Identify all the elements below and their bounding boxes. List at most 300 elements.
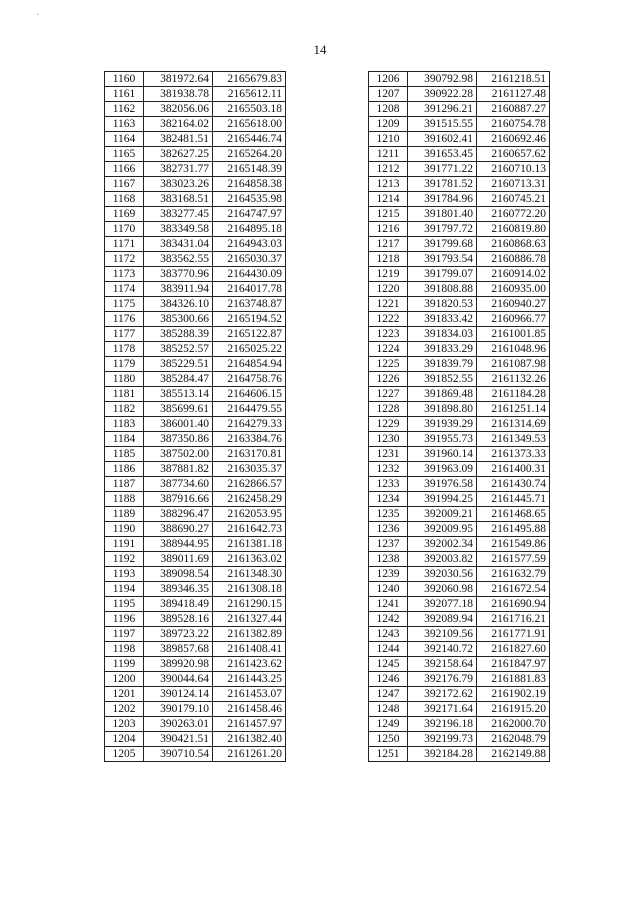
x-coordinate-cell: 390922.28 [408, 87, 477, 102]
x-coordinate-cell: 391834.03 [408, 327, 477, 342]
point-number-cell: 1180 [105, 372, 144, 387]
y-coordinate-cell: 2161382.89 [213, 627, 286, 642]
table-row [369, 477, 550, 492]
table-row [369, 642, 550, 657]
point-number-cell: 1214 [369, 192, 408, 207]
y-coordinate-cell: 2161443.25 [213, 672, 286, 687]
table-row [105, 492, 286, 507]
table-row [369, 597, 550, 612]
x-coordinate-cell: 391869.48 [408, 387, 477, 402]
y-coordinate-cell: 2161827.60 [477, 642, 550, 657]
x-coordinate-cell: 390792.98 [408, 72, 477, 87]
table-row [369, 717, 550, 732]
point-number-cell: 1234 [369, 492, 408, 507]
table-row [369, 627, 550, 642]
table-row [369, 357, 550, 372]
table-row [369, 222, 550, 237]
table-row [105, 267, 286, 282]
y-coordinate-cell: 2161381.18 [213, 537, 286, 552]
table-row [369, 372, 550, 387]
y-coordinate-cell: 2161453.07 [213, 687, 286, 702]
x-coordinate-cell: 391898.80 [408, 402, 477, 417]
point-number-cell: 1236 [369, 522, 408, 537]
point-number-cell: 1200 [105, 672, 144, 687]
y-coordinate-cell: 2160966.77 [477, 312, 550, 327]
y-coordinate-cell: 2162866.57 [213, 477, 286, 492]
table-row [105, 522, 286, 537]
x-coordinate-cell: 383168.51 [144, 192, 213, 207]
y-coordinate-cell: 2164017.78 [213, 282, 286, 297]
x-coordinate-cell: 392009.95 [408, 522, 477, 537]
y-coordinate-cell: 2164758.76 [213, 372, 286, 387]
point-number-cell: 1187 [105, 477, 144, 492]
table-row [105, 207, 286, 222]
y-coordinate-cell: 2161468.65 [477, 507, 550, 522]
table-row [369, 582, 550, 597]
x-coordinate-cell: 385284.47 [144, 372, 213, 387]
table-row [369, 747, 550, 762]
x-coordinate-cell: 391852.55 [408, 372, 477, 387]
table-row [105, 432, 286, 447]
x-coordinate-cell: 388944.95 [144, 537, 213, 552]
point-number-cell: 1202 [105, 702, 144, 717]
point-number-cell: 1213 [369, 177, 408, 192]
y-coordinate-cell: 2161577.59 [477, 552, 550, 567]
y-coordinate-cell: 2165122.87 [213, 327, 286, 342]
x-coordinate-cell: 392002.34 [408, 537, 477, 552]
x-coordinate-cell: 391781.52 [408, 177, 477, 192]
table-row [105, 237, 286, 252]
point-number-cell: 1160 [105, 72, 144, 87]
x-coordinate-cell: 382627.25 [144, 147, 213, 162]
point-number-cell: 1162 [105, 102, 144, 117]
x-coordinate-cell: 388690.27 [144, 522, 213, 537]
x-coordinate-cell: 391799.07 [408, 267, 477, 282]
y-coordinate-cell: 2164430.09 [213, 267, 286, 282]
point-number-cell: 1204 [105, 732, 144, 747]
point-number-cell: 1198 [105, 642, 144, 657]
table-row [369, 522, 550, 537]
point-number-cell: 1222 [369, 312, 408, 327]
y-coordinate-cell: 2161218.51 [477, 72, 550, 87]
x-coordinate-cell: 387502.00 [144, 447, 213, 462]
point-number-cell: 1244 [369, 642, 408, 657]
x-coordinate-cell: 383431.04 [144, 237, 213, 252]
table-row [105, 327, 286, 342]
table-row [369, 297, 550, 312]
table-row [105, 282, 286, 297]
point-number-cell: 1237 [369, 537, 408, 552]
x-coordinate-cell: 392109.56 [408, 627, 477, 642]
corner-mark: · [36, 10, 40, 21]
table-row [105, 417, 286, 432]
point-number-cell: 1219 [369, 267, 408, 282]
point-number-cell: 1171 [105, 237, 144, 252]
point-number-cell: 1161 [105, 87, 144, 102]
x-coordinate-cell: 391808.88 [408, 282, 477, 297]
x-coordinate-cell: 392030.56 [408, 567, 477, 582]
y-coordinate-cell: 2161290.15 [213, 597, 286, 612]
table-row [369, 492, 550, 507]
x-coordinate-cell: 386001.40 [144, 417, 213, 432]
point-number-cell: 1169 [105, 207, 144, 222]
table-row [369, 657, 550, 672]
point-number-cell: 1225 [369, 357, 408, 372]
table-row [369, 612, 550, 627]
table-row [369, 702, 550, 717]
point-number-cell: 1221 [369, 297, 408, 312]
point-number-cell: 1240 [369, 582, 408, 597]
x-coordinate-cell: 382481.51 [144, 132, 213, 147]
coordinates-table-right [368, 71, 550, 762]
table-row [105, 222, 286, 237]
x-coordinate-cell: 391820.53 [408, 297, 477, 312]
x-coordinate-cell: 392077.18 [408, 597, 477, 612]
point-number-cell: 1220 [369, 282, 408, 297]
point-number-cell: 1165 [105, 147, 144, 162]
table-row [369, 417, 550, 432]
y-coordinate-cell: 2161458.46 [213, 702, 286, 717]
point-number-cell: 1241 [369, 597, 408, 612]
x-coordinate-cell: 391784.96 [408, 192, 477, 207]
x-coordinate-cell: 387734.60 [144, 477, 213, 492]
x-coordinate-cell: 383770.96 [144, 267, 213, 282]
x-coordinate-cell: 392060.98 [408, 582, 477, 597]
y-coordinate-cell: 2163748.87 [213, 297, 286, 312]
y-coordinate-cell: 2160819.80 [477, 222, 550, 237]
y-coordinate-cell: 2161314.69 [477, 417, 550, 432]
y-coordinate-cell: 2161549.86 [477, 537, 550, 552]
y-coordinate-cell: 2161382.40 [213, 732, 286, 747]
point-number-cell: 1217 [369, 237, 408, 252]
point-number-cell: 1210 [369, 132, 408, 147]
x-coordinate-cell: 391955.73 [408, 432, 477, 447]
table-row [369, 507, 550, 522]
point-number-cell: 1174 [105, 282, 144, 297]
y-coordinate-cell: 2161048.96 [477, 342, 550, 357]
x-coordinate-cell: 387916.66 [144, 492, 213, 507]
point-number-cell: 1181 [105, 387, 144, 402]
point-number-cell: 1233 [369, 477, 408, 492]
x-coordinate-cell: 391653.45 [408, 147, 477, 162]
table-row [369, 192, 550, 207]
x-coordinate-cell: 391839.79 [408, 357, 477, 372]
x-coordinate-cell: 383911.94 [144, 282, 213, 297]
table-row [105, 462, 286, 477]
y-coordinate-cell: 2162048.79 [477, 732, 550, 747]
y-coordinate-cell: 2165030.37 [213, 252, 286, 267]
point-number-cell: 1201 [105, 687, 144, 702]
point-number-cell: 1223 [369, 327, 408, 342]
x-coordinate-cell: 391976.58 [408, 477, 477, 492]
y-coordinate-cell: 2165148.39 [213, 162, 286, 177]
y-coordinate-cell: 2165264.20 [213, 147, 286, 162]
table-row [105, 477, 286, 492]
y-coordinate-cell: 2164606.15 [213, 387, 286, 402]
point-number-cell: 1182 [105, 402, 144, 417]
x-coordinate-cell: 385252.57 [144, 342, 213, 357]
point-number-cell: 1226 [369, 372, 408, 387]
table-row [105, 372, 286, 387]
y-coordinate-cell: 2162000.70 [477, 717, 550, 732]
coordinates-table-left [104, 71, 286, 762]
y-coordinate-cell: 2161251.14 [477, 402, 550, 417]
x-coordinate-cell: 389098.54 [144, 567, 213, 582]
table-row [369, 567, 550, 582]
x-coordinate-cell: 388296.47 [144, 507, 213, 522]
y-coordinate-cell: 2165612.11 [213, 87, 286, 102]
table-row [369, 87, 550, 102]
table-row [369, 102, 550, 117]
x-coordinate-cell: 382164.02 [144, 117, 213, 132]
table-row [105, 702, 286, 717]
point-number-cell: 1209 [369, 117, 408, 132]
x-coordinate-cell: 391833.29 [408, 342, 477, 357]
table-row [369, 147, 550, 162]
y-coordinate-cell: 2161087.98 [477, 357, 550, 372]
table-row [369, 537, 550, 552]
table-row [369, 282, 550, 297]
x-coordinate-cell: 389528.16 [144, 612, 213, 627]
y-coordinate-cell: 2161915.20 [477, 702, 550, 717]
y-coordinate-cell: 2160657.62 [477, 147, 550, 162]
x-coordinate-cell: 392089.94 [408, 612, 477, 627]
x-coordinate-cell: 385513.14 [144, 387, 213, 402]
y-coordinate-cell: 2160692.46 [477, 132, 550, 147]
table-row [105, 627, 286, 642]
table-row [105, 747, 286, 762]
table-row [105, 297, 286, 312]
x-coordinate-cell: 385288.39 [144, 327, 213, 342]
table-row [369, 402, 550, 417]
point-number-cell: 1211 [369, 147, 408, 162]
y-coordinate-cell: 2161363.02 [213, 552, 286, 567]
table-row [105, 552, 286, 567]
point-number-cell: 1183 [105, 417, 144, 432]
point-number-cell: 1199 [105, 657, 144, 672]
y-coordinate-cell: 2163384.76 [213, 432, 286, 447]
point-number-cell: 1184 [105, 432, 144, 447]
table-row [369, 132, 550, 147]
point-number-cell: 1194 [105, 582, 144, 597]
point-number-cell: 1235 [369, 507, 408, 522]
point-number-cell: 1191 [105, 537, 144, 552]
table-row [105, 657, 286, 672]
x-coordinate-cell: 392003.82 [408, 552, 477, 567]
y-coordinate-cell: 2161184.28 [477, 387, 550, 402]
x-coordinate-cell: 384326.10 [144, 297, 213, 312]
table-row [369, 447, 550, 462]
y-coordinate-cell: 2161495.88 [477, 522, 550, 537]
x-coordinate-cell: 383562.55 [144, 252, 213, 267]
y-coordinate-cell: 2165194.52 [213, 312, 286, 327]
point-number-cell: 1247 [369, 687, 408, 702]
table-row [105, 192, 286, 207]
y-coordinate-cell: 2160935.00 [477, 282, 550, 297]
x-coordinate-cell: 389418.49 [144, 597, 213, 612]
x-coordinate-cell: 389011.69 [144, 552, 213, 567]
y-coordinate-cell: 2165679.83 [213, 72, 286, 87]
x-coordinate-cell: 389723.22 [144, 627, 213, 642]
x-coordinate-cell: 392196.18 [408, 717, 477, 732]
table-row [105, 732, 286, 747]
point-number-cell: 1248 [369, 702, 408, 717]
table-row [369, 342, 550, 357]
table-row [369, 162, 550, 177]
y-coordinate-cell: 2161127.48 [477, 87, 550, 102]
point-number-cell: 1230 [369, 432, 408, 447]
point-number-cell: 1185 [105, 447, 144, 462]
point-number-cell: 1231 [369, 447, 408, 462]
y-coordinate-cell: 2164943.03 [213, 237, 286, 252]
x-coordinate-cell: 385229.51 [144, 357, 213, 372]
point-number-cell: 1186 [105, 462, 144, 477]
x-coordinate-cell: 383277.45 [144, 207, 213, 222]
y-coordinate-cell: 2161430.74 [477, 477, 550, 492]
point-number-cell: 1243 [369, 627, 408, 642]
table-row [369, 267, 550, 282]
table-row [105, 582, 286, 597]
x-coordinate-cell: 383349.58 [144, 222, 213, 237]
x-coordinate-cell: 389346.35 [144, 582, 213, 597]
point-number-cell: 1203 [105, 717, 144, 732]
table-row [105, 597, 286, 612]
x-coordinate-cell: 391771.22 [408, 162, 477, 177]
table-row [105, 447, 286, 462]
table-row [105, 177, 286, 192]
x-coordinate-cell: 392140.72 [408, 642, 477, 657]
table-row [105, 612, 286, 627]
x-coordinate-cell: 392009.21 [408, 507, 477, 522]
table-row [105, 717, 286, 732]
y-coordinate-cell: 2160772.20 [477, 207, 550, 222]
x-coordinate-cell: 392199.73 [408, 732, 477, 747]
y-coordinate-cell: 2162149.88 [477, 747, 550, 762]
y-coordinate-cell: 2161349.53 [477, 432, 550, 447]
y-coordinate-cell: 2160868.63 [477, 237, 550, 252]
x-coordinate-cell: 385699.61 [144, 402, 213, 417]
point-number-cell: 1242 [369, 612, 408, 627]
table-row [369, 552, 550, 567]
y-coordinate-cell: 2161408.41 [213, 642, 286, 657]
table-row [105, 87, 286, 102]
y-coordinate-cell: 2161771.91 [477, 627, 550, 642]
y-coordinate-cell: 2161132.26 [477, 372, 550, 387]
x-coordinate-cell: 391939.29 [408, 417, 477, 432]
point-number-cell: 1208 [369, 102, 408, 117]
y-coordinate-cell: 2165446.74 [213, 132, 286, 147]
table-row [369, 462, 550, 477]
x-coordinate-cell: 391797.72 [408, 222, 477, 237]
y-coordinate-cell: 2164854.94 [213, 357, 286, 372]
x-coordinate-cell: 381972.64 [144, 72, 213, 87]
x-coordinate-cell: 382731.77 [144, 162, 213, 177]
y-coordinate-cell: 2165618.00 [213, 117, 286, 132]
x-coordinate-cell: 390044.64 [144, 672, 213, 687]
table-row [105, 147, 286, 162]
x-coordinate-cell: 383023.26 [144, 177, 213, 192]
x-coordinate-cell: 387350.86 [144, 432, 213, 447]
table-row [105, 507, 286, 522]
x-coordinate-cell: 392176.79 [408, 672, 477, 687]
x-coordinate-cell: 392184.28 [408, 747, 477, 762]
table-row [369, 237, 550, 252]
y-coordinate-cell: 2164747.97 [213, 207, 286, 222]
point-number-cell: 1228 [369, 402, 408, 417]
x-coordinate-cell: 382056.06 [144, 102, 213, 117]
point-number-cell: 1205 [105, 747, 144, 762]
y-coordinate-cell: 2161445.71 [477, 492, 550, 507]
table-row [369, 207, 550, 222]
point-number-cell: 1195 [105, 597, 144, 612]
table-row [369, 732, 550, 747]
table-row [105, 567, 286, 582]
x-coordinate-cell: 381938.78 [144, 87, 213, 102]
table-row [369, 117, 550, 132]
table-row [369, 312, 550, 327]
table-row [105, 357, 286, 372]
point-number-cell: 1178 [105, 342, 144, 357]
table-row [105, 72, 286, 87]
y-coordinate-cell: 2164279.33 [213, 417, 286, 432]
point-number-cell: 1192 [105, 552, 144, 567]
point-number-cell: 1246 [369, 672, 408, 687]
point-number-cell: 1164 [105, 132, 144, 147]
point-number-cell: 1197 [105, 627, 144, 642]
table-row [105, 132, 286, 147]
point-number-cell: 1227 [369, 387, 408, 402]
y-coordinate-cell: 2161716.21 [477, 612, 550, 627]
table-row [369, 177, 550, 192]
x-coordinate-cell: 391960.14 [408, 447, 477, 462]
x-coordinate-cell: 392171.64 [408, 702, 477, 717]
y-coordinate-cell: 2161672.54 [477, 582, 550, 597]
x-coordinate-cell: 391602.41 [408, 132, 477, 147]
y-coordinate-cell: 2161642.73 [213, 522, 286, 537]
y-coordinate-cell: 2161308.18 [213, 582, 286, 597]
point-number-cell: 1212 [369, 162, 408, 177]
point-number-cell: 1189 [105, 507, 144, 522]
point-number-cell: 1206 [369, 72, 408, 87]
y-coordinate-cell: 2161327.44 [213, 612, 286, 627]
point-number-cell: 1224 [369, 342, 408, 357]
y-coordinate-cell: 2161632.79 [477, 567, 550, 582]
x-coordinate-cell: 390421.51 [144, 732, 213, 747]
table-row [105, 162, 286, 177]
point-number-cell: 1207 [369, 87, 408, 102]
x-coordinate-cell: 391515.55 [408, 117, 477, 132]
y-coordinate-cell: 2164895.18 [213, 222, 286, 237]
point-number-cell: 1170 [105, 222, 144, 237]
table-row [369, 432, 550, 447]
point-number-cell: 1167 [105, 177, 144, 192]
y-coordinate-cell: 2160713.31 [477, 177, 550, 192]
table-row [105, 537, 286, 552]
y-coordinate-cell: 2161400.31 [477, 462, 550, 477]
point-number-cell: 1238 [369, 552, 408, 567]
point-number-cell: 1250 [369, 732, 408, 747]
x-coordinate-cell: 389920.98 [144, 657, 213, 672]
table-row [369, 327, 550, 342]
x-coordinate-cell: 390263.01 [144, 717, 213, 732]
point-number-cell: 1196 [105, 612, 144, 627]
point-number-cell: 1251 [369, 747, 408, 762]
table-row [105, 687, 286, 702]
y-coordinate-cell: 2161881.83 [477, 672, 550, 687]
x-coordinate-cell: 385300.66 [144, 312, 213, 327]
x-coordinate-cell: 390124.14 [144, 687, 213, 702]
y-coordinate-cell: 2161348.30 [213, 567, 286, 582]
